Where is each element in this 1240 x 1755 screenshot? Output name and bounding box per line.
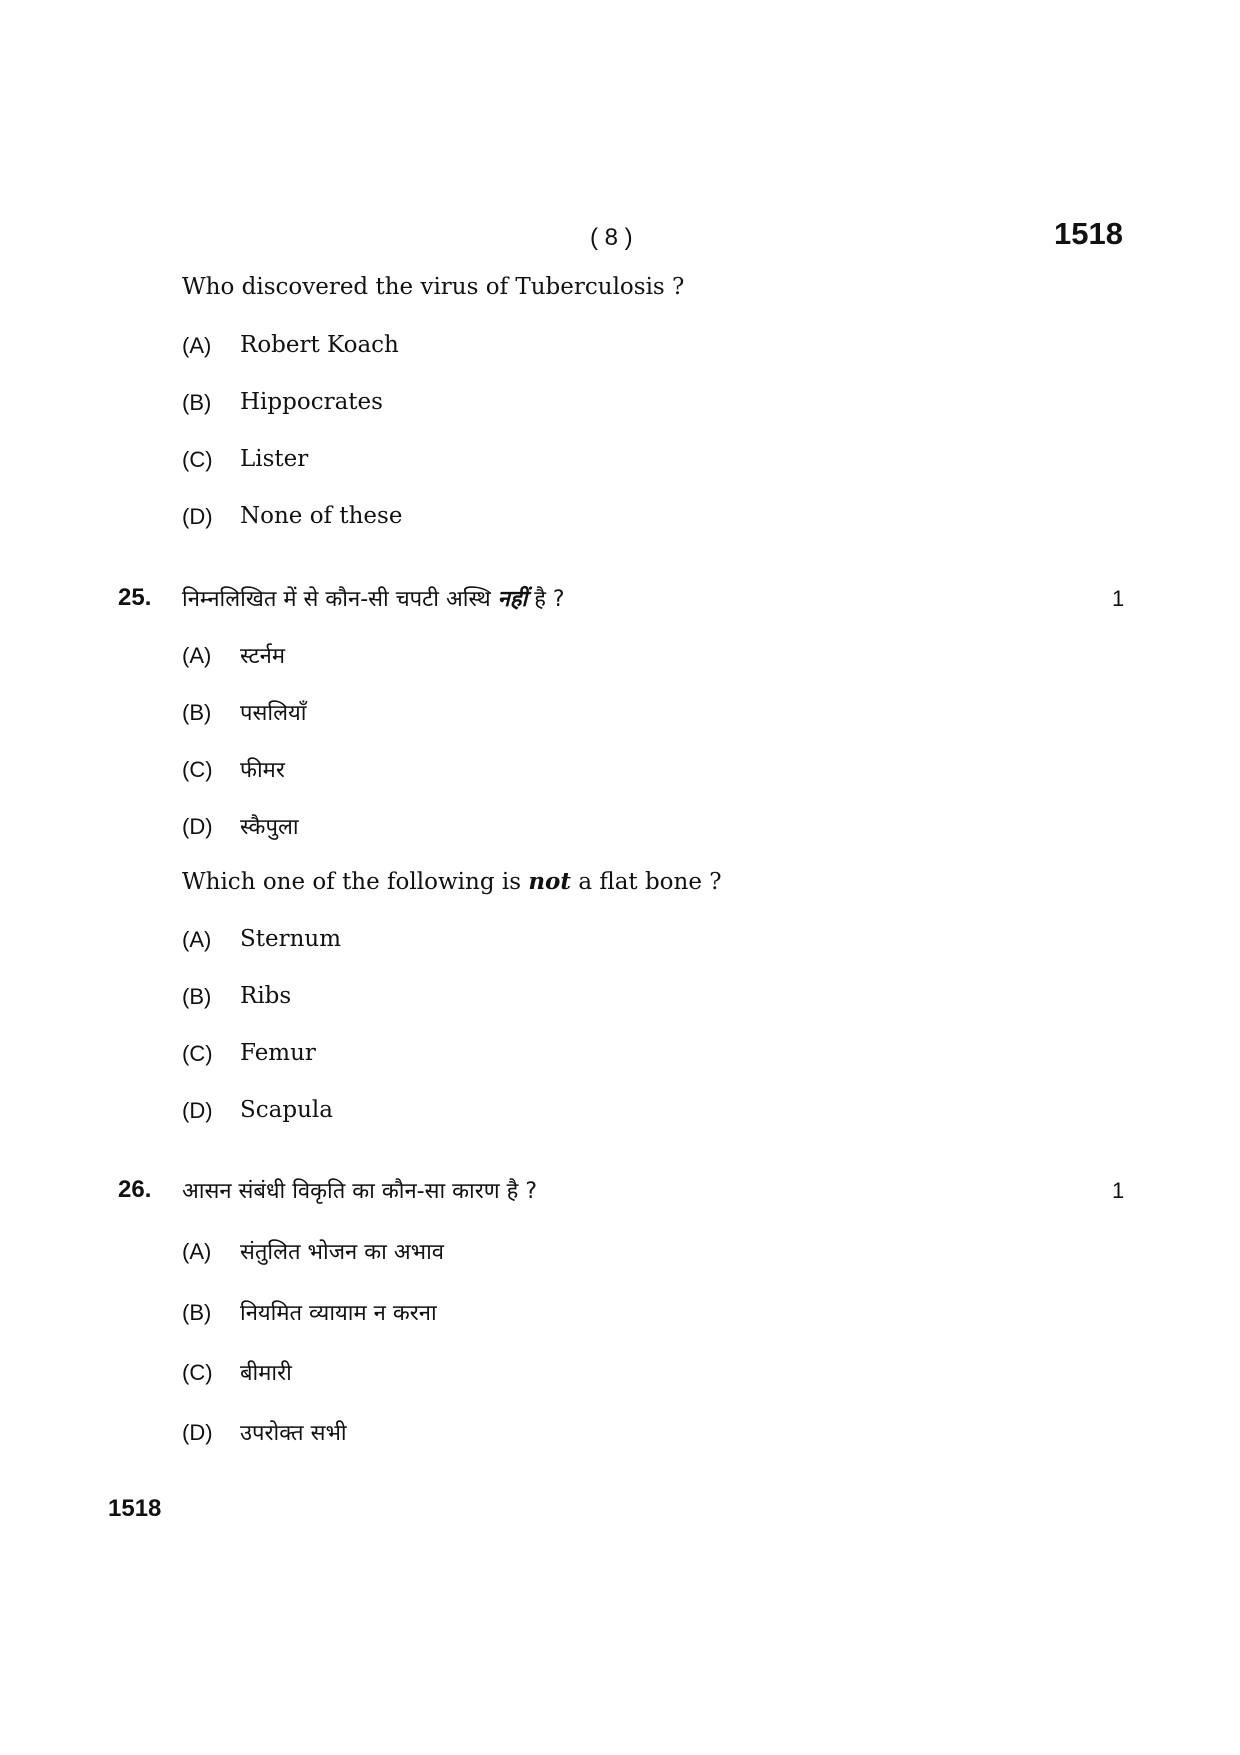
q24-option-b-letter: (B) xyxy=(182,390,212,415)
q26-hindi-stem: आसन संबंधी विकृति का कौन-सा कारण है ? xyxy=(182,1179,538,1204)
q24-option-a-text: Robert Koach xyxy=(240,332,399,358)
q25-option-d-letter: (D) xyxy=(182,1098,213,1123)
q24-option-d-letter: (D) xyxy=(182,504,213,529)
q25-option-c-text: Femur xyxy=(240,1040,316,1066)
q25-hindi-option-d-letter: (D) xyxy=(182,814,213,839)
q26-hindi-option-b-letter: (B) xyxy=(182,1300,212,1325)
q25-option-c-letter: (C) xyxy=(182,1041,213,1066)
q25-hindi-option-c-text: फीमर xyxy=(240,758,285,783)
q25-option-b-letter: (B) xyxy=(182,984,212,1009)
q25-number: 25. xyxy=(118,584,152,611)
q25-english-stem-after: a flat bone ? xyxy=(578,869,722,895)
q24-english-stem: Who discovered the virus of Tuberculosis ? xyxy=(182,274,685,300)
q26-hindi-option-c-text: बीमारी xyxy=(240,1361,292,1386)
q25-hindi-option-a-letter: (A) xyxy=(182,643,212,668)
q24-option-b-text: Hippocrates xyxy=(240,389,383,415)
q25-hindi-option-a-text: स्टर्नम xyxy=(240,644,286,669)
q25-option-d-text: Scapula xyxy=(240,1097,333,1123)
q25-english-stem-before: Which one of the following is xyxy=(182,869,522,895)
q25-hindi-stem-after: है ? xyxy=(534,587,565,612)
q24-option-a-letter: (A) xyxy=(182,333,212,358)
q24-option-d-text: None of these xyxy=(240,503,403,529)
q26-hindi-option-a-letter: (A) xyxy=(182,1239,212,1264)
q25-english-stem xyxy=(182,868,722,895)
q25-hindi-option-b-text: पसलियाँ xyxy=(240,701,307,726)
q26-marks: 1 xyxy=(1112,1178,1125,1203)
q24-option-c-letter: (C) xyxy=(182,447,213,472)
q25-hindi-stem xyxy=(182,583,565,613)
q25-hindi-stem-before: निम्नलिखित में से कौन-सी चपटी अस्थि xyxy=(182,587,491,612)
q26-hindi-option-b-text: नियमित व्यायाम न करना xyxy=(240,1301,437,1326)
q25-hindi-option-c-letter: (C) xyxy=(182,757,213,782)
q25-option-a-letter: (A) xyxy=(182,927,212,952)
q25-marks: 1 xyxy=(1112,586,1125,611)
q26-hindi-option-d-text: उपरोक्त सभी xyxy=(240,1421,347,1446)
q25-hindi-option-d-text: स्कैपुला xyxy=(240,815,299,840)
q24-option-c-text: Lister xyxy=(240,446,309,472)
q25-english-stem-emphasis: not xyxy=(528,868,572,895)
q25-option-a-text: Sternum xyxy=(240,926,342,952)
paper-code-header: 1518 xyxy=(1054,216,1123,251)
q26-number: 26. xyxy=(118,1176,152,1203)
q26-hindi-option-d-letter: (D) xyxy=(182,1420,213,1445)
q25-hindi-stem-emphasis: नहीं xyxy=(497,587,528,612)
q25-hindi-option-b-letter: (B) xyxy=(182,700,212,725)
q25-option-b-text: Ribs xyxy=(240,983,292,1009)
q26-hindi-option-a-text: संतुलित भोजन का अभाव xyxy=(240,1240,445,1265)
page-number: ( 8 ) xyxy=(590,224,633,251)
paper-code-footer: 1518 xyxy=(108,1495,162,1522)
q26-hindi-option-c-letter: (C) xyxy=(182,1360,213,1385)
